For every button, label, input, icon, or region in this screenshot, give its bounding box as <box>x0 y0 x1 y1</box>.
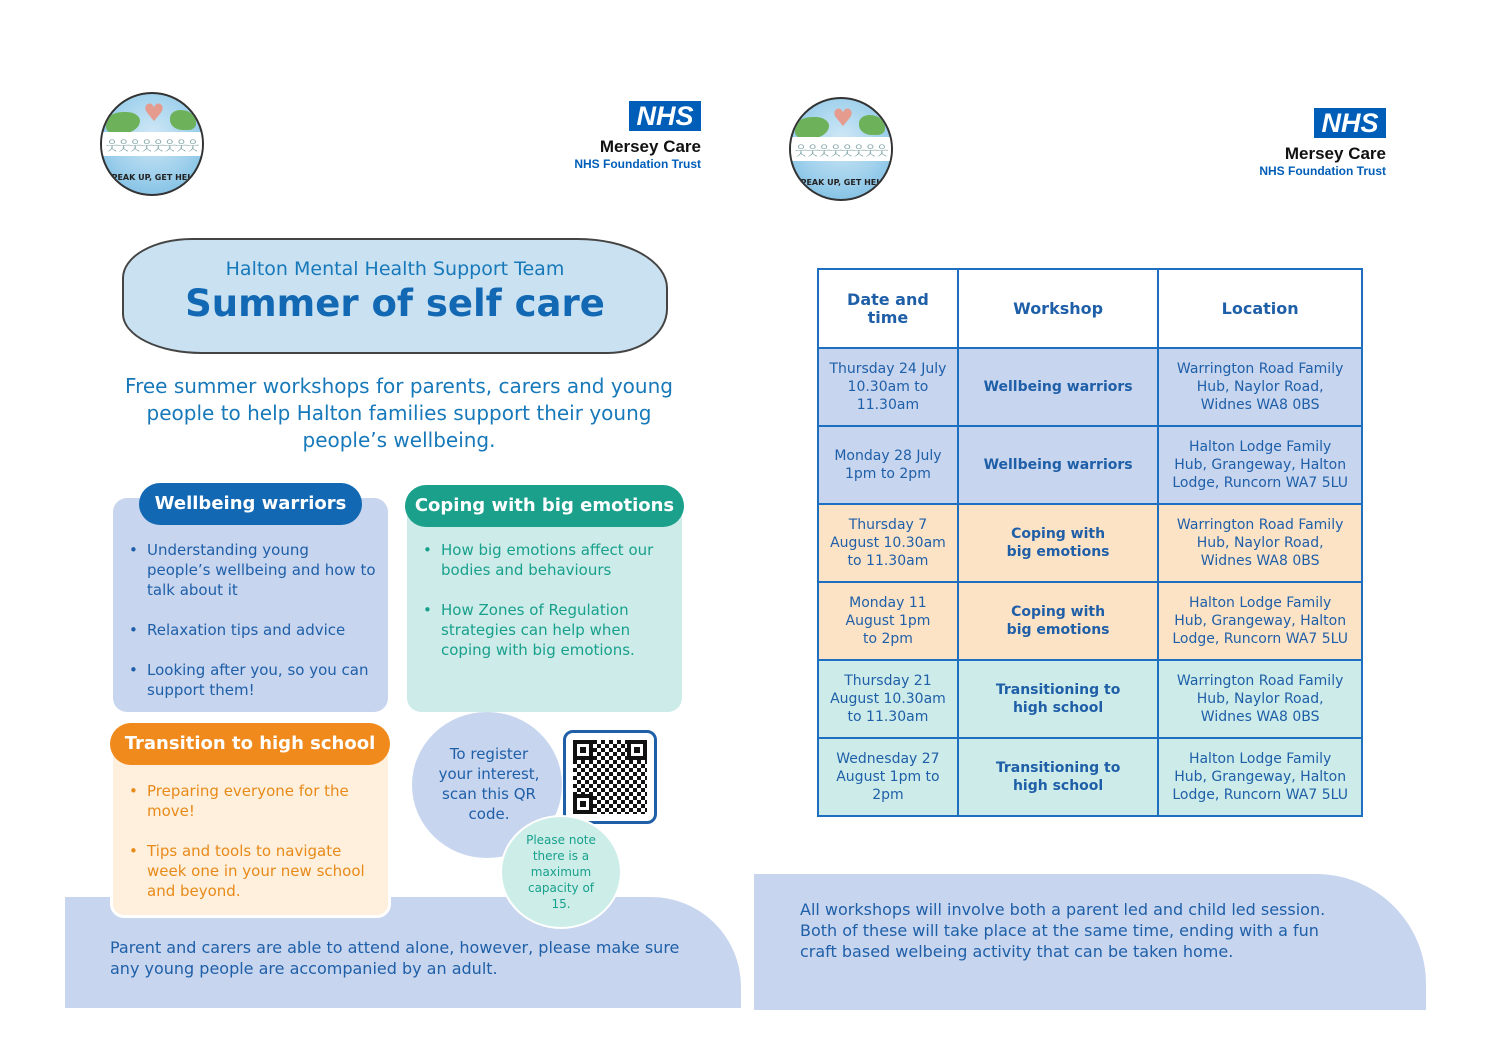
trust-name: Mersey Care <box>599 137 701 156</box>
row-workshop: Wellbeing warriors <box>958 426 1158 504</box>
table-row <box>818 348 1362 426</box>
heart-icon: ♥ <box>832 104 854 132</box>
wellbeing-card <box>113 498 388 712</box>
header-workshop: Workshop <box>958 269 1158 348</box>
header-date: Date and time <box>818 269 958 348</box>
row-workshop: Transitioning to high school <box>958 660 1158 738</box>
nhs-badge: NHS <box>1314 108 1386 138</box>
trust-subtitle: NHS Foundation Trust <box>1259 164 1386 178</box>
row-location: Warrington Road Family Hub, Naylor Road, Widnes WA8 0BS <box>1158 660 1362 738</box>
logo-motto: SPEAK UP, GET HELP <box>794 178 888 187</box>
row-date: Thursday 24 July 10.30am to 11.30am <box>818 348 958 426</box>
table-header-row <box>818 269 1362 348</box>
transition-card <box>110 742 391 918</box>
row-workshop: Wellbeing warriors <box>958 348 1158 426</box>
emotions-heading: Coping with big emotions <box>405 485 684 527</box>
title-bubble <box>122 238 668 354</box>
qr-code[interactable] <box>563 730 657 824</box>
team-name: Halton Mental Health Support Team <box>225 258 565 280</box>
heart-icon: ♥ <box>143 99 165 127</box>
list-item: • How Zones of Regulation strategies can help when coping with big emotions. <box>421 600 677 660</box>
transition-heading: Transition to high school <box>110 723 390 765</box>
list-item: • Looking after you, so you can support them! <box>127 660 377 700</box>
row-date: Monday 11 August 1pm to 2pm <box>818 582 958 660</box>
globe-logo-icon <box>789 97 893 201</box>
list-item: • Tips and tools to navigate week one in your new school and beyond. <box>127 841 383 901</box>
row-workshop: Coping with big emotions <box>958 582 1158 660</box>
page-title: Summer of self care <box>185 282 605 325</box>
emotions-list <box>421 540 677 680</box>
wellbeing-list <box>127 540 377 720</box>
emotions-card <box>407 503 682 712</box>
list-item: • Relaxation tips and advice <box>127 620 377 640</box>
qr-code-icon <box>573 740 647 814</box>
nhs-logo <box>560 101 701 171</box>
row-date: Thursday 21 August 10.30am to 11.30am <box>818 660 958 738</box>
capacity-note <box>500 815 622 929</box>
row-location: Halton Lodge Family Hub, Grangeway, Halton Lodge, Runcorn WA7 5LU <box>1158 426 1362 504</box>
right-footer-text: All workshops will involve both a parent led and child led session. Both of these will take place at the same time, ending with a fun craft based welbeing activity that can be taken home. <box>800 900 1326 961</box>
row-location: Warrington Road Family Hub, Naylor Road, Widnes WA8 0BS <box>1158 504 1362 582</box>
row-date: Thursday 7 August 10.30am to 11.30am <box>818 504 958 582</box>
trust-name: Mersey Care <box>1284 144 1386 163</box>
capacity-note-text: Please note there is a maximum capacity of 15. <box>526 833 596 911</box>
nhs-badge: NHS <box>629 101 701 131</box>
header-location: Location <box>1158 269 1362 348</box>
table-row <box>818 426 1362 504</box>
people-chain-icon: 웃웃웃웃웃웃웃웃 <box>102 132 202 156</box>
logo-motto: SPEAK UP, GET HELP <box>105 173 199 182</box>
wellbeing-heading: Wellbeing warriors <box>139 483 362 525</box>
list-item: • Preparing everyone for the move! <box>127 781 383 821</box>
table-row <box>818 504 1362 582</box>
intro-text: Free summer workshops for parents, carers and young people to help Halton families support their young people’s wellbeing. <box>125 374 673 452</box>
table-row <box>818 582 1362 660</box>
row-location: Halton Lodge Family Hub, Grangeway, Halton Lodge, Runcorn WA7 5LU <box>1158 738 1362 816</box>
schedule-table <box>817 268 1363 817</box>
people-chain-icon: 웃웃웃웃웃웃웃웃 <box>791 137 891 161</box>
row-date: Wednesday 27 August 1pm to 2pm <box>818 738 958 816</box>
row-location: Halton Lodge Family Hub, Grangeway, Halton Lodge, Runcorn WA7 5LU <box>1158 582 1362 660</box>
transition-list <box>127 781 383 921</box>
globe-logo-icon <box>100 92 204 196</box>
row-location: Warrington Road Family Hub, Naylor Road, Widnes WA8 0BS <box>1158 348 1362 426</box>
table-row <box>818 738 1362 816</box>
table-row <box>818 660 1362 738</box>
list-item: • Understanding young people’s wellbeing and how to talk about it <box>127 540 377 600</box>
row-date: Monday 28 July 1pm to 2pm <box>818 426 958 504</box>
register-text: To register your interest, scan this QR code. <box>438 745 540 823</box>
nhs-logo <box>1245 108 1386 178</box>
list-item: • How big emotions affect our bodies and behaviours <box>421 540 677 580</box>
row-workshop: Transitioning to high school <box>958 738 1158 816</box>
trust-subtitle: NHS Foundation Trust <box>574 157 701 171</box>
left-footer-text: Parent and carers are able to attend alone, however, please make sure any young people are accompanied by an adult. <box>110 938 680 978</box>
row-workshop: Coping with big emotions <box>958 504 1158 582</box>
